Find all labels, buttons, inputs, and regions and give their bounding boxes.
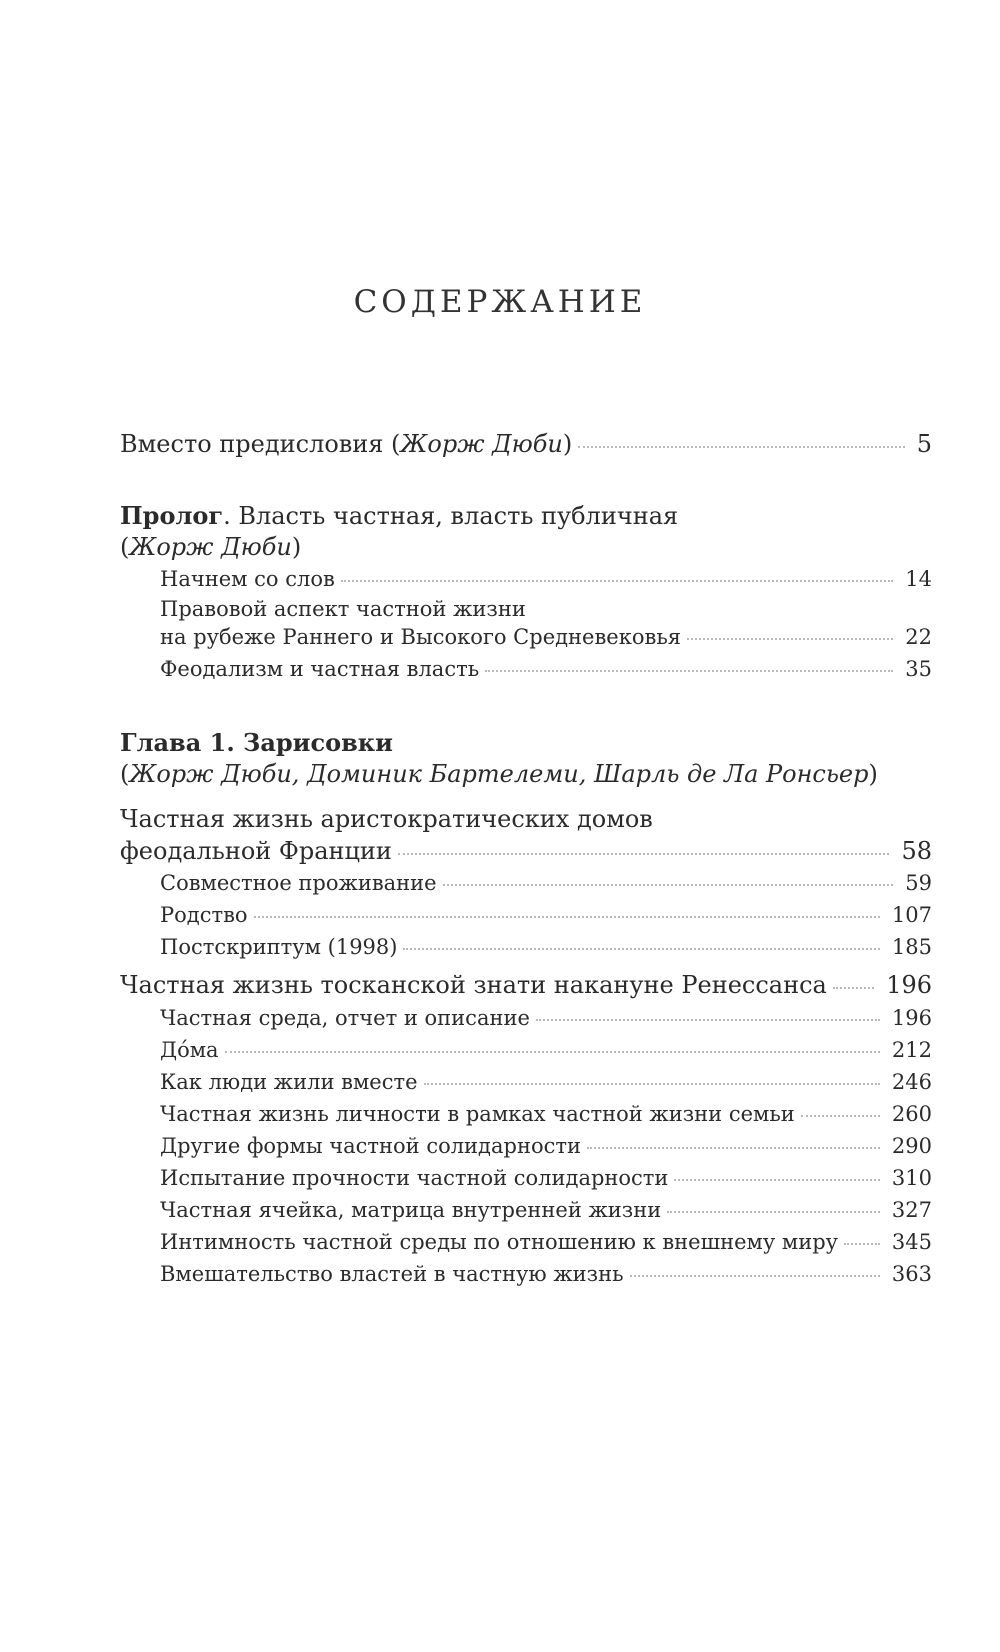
toc-entry[interactable]: [160, 871, 932, 895]
toc-entry-label: Вместо предисловия (Жорж Дюби): [120, 430, 573, 458]
toc-entry[interactable]: [160, 1134, 932, 1158]
toc-entry[interactable]: [160, 1006, 932, 1030]
toc-entry-line: Правовой аспект частной жизни: [160, 597, 526, 621]
toc-entry-label: Частная жизнь тосканской знати накануне Ренессанса: [120, 971, 827, 999]
toc-entry-label: Другие формы частной солидарности: [160, 1134, 581, 1158]
page-number: 5: [916, 430, 932, 458]
section-heading-line: Частная жизнь аристократических домов: [120, 805, 653, 833]
dot-leader: [424, 1083, 880, 1085]
prologue-heading: Пролог. Власть частная, власть публичная: [120, 501, 679, 530]
toc-entry-label: Вмешательство властей в частную жизнь: [160, 1262, 624, 1286]
page-number: 363: [891, 1262, 932, 1286]
toc-entry[interactable]: [160, 625, 932, 649]
toc-entry[interactable]: [160, 903, 932, 927]
toc-entry-label: Частная ячейка, матрица внутренней жизни: [160, 1198, 662, 1222]
page-number: 246: [891, 1070, 932, 1094]
toc-entry-label: Частная среда, отчет и описание: [160, 1006, 530, 1030]
page-number: 59: [905, 871, 932, 895]
prologue-author: (Жорж Дюби): [120, 533, 302, 561]
toc-entry-label: Постскриптум (1998): [160, 935, 398, 959]
toc-entry-label: на рубеже Раннего и Высокого Средневековья: [160, 625, 682, 649]
toc-entry-label: До́ма: [160, 1038, 219, 1062]
toc-entry[interactable]: [160, 1198, 932, 1222]
page-number: 327: [891, 1198, 932, 1222]
toc-entry[interactable]: [160, 1038, 932, 1062]
page-number: 107: [891, 903, 932, 927]
dot-leader: [587, 1147, 880, 1149]
dot-leader: [687, 638, 893, 640]
toc-entry[interactable]: [160, 1166, 932, 1190]
toc-entry[interactable]: [160, 1102, 932, 1126]
toc-entry[interactable]: [160, 1262, 932, 1286]
toc-entry[interactable]: [160, 567, 932, 591]
toc-entry[interactable]: [160, 935, 932, 959]
dot-leader: [801, 1115, 880, 1117]
page-number: 35: [905, 657, 932, 681]
toc-entry-label: Частная жизнь личности в рамках частной жизни семьи: [160, 1102, 795, 1126]
page-number: 22: [905, 625, 932, 649]
toc-entry[interactable]: [160, 657, 932, 681]
dot-leader: [536, 1019, 880, 1021]
toc-entry-label: Как люди жили вместе: [160, 1070, 418, 1094]
toc-entry-section[interactable]: [120, 971, 932, 999]
chapter-heading: Глава 1. Зарисовки: [120, 728, 393, 757]
dot-leader: [674, 1179, 879, 1181]
toc-entry-label: феодальной Франции: [120, 837, 392, 865]
toc-entry-label: Интимность частной среды по отношению к внешнему миру: [160, 1230, 839, 1254]
page-number: 196: [886, 971, 932, 999]
dot-leader: [341, 580, 893, 582]
toc-entry-foreword[interactable]: [120, 430, 932, 458]
dot-leader: [667, 1211, 880, 1213]
page-title: СОДЕРЖАНИЕ: [353, 284, 647, 320]
author-name: Жорж Дюби: [400, 430, 563, 458]
page-number: 14: [905, 567, 932, 591]
page-number: 196: [891, 1006, 932, 1030]
page-number: 260: [891, 1102, 932, 1126]
toc-entry-label: Испытание прочности частной солидарности: [160, 1166, 669, 1190]
page-number: 345: [891, 1230, 932, 1254]
toc-entry-label: Феодализм и частная власть: [160, 657, 480, 681]
dot-leader: [833, 987, 874, 989]
page-number: 310: [891, 1166, 932, 1190]
page-number: 185: [891, 935, 932, 959]
page-number: 290: [891, 1134, 932, 1158]
dot-leader: [443, 884, 894, 886]
chapter-authors: (Жорж Дюби, Доминик Бартелеми, Шарль де Ла Ронсьер): [120, 760, 878, 788]
toc-entry[interactable]: [160, 1230, 932, 1254]
toc-entry-label: Совместное проживание: [160, 871, 437, 895]
dot-leader: [485, 670, 893, 672]
dot-leader: [403, 948, 879, 950]
page-number: 58: [901, 837, 932, 865]
page-number: 212: [891, 1038, 932, 1062]
toc-entry-label: Начнем со слов: [160, 567, 335, 591]
dot-leader: [844, 1243, 880, 1245]
toc-entry-label: Родство: [160, 903, 248, 927]
dot-leader: [254, 916, 880, 918]
toc-entry[interactable]: [160, 1070, 932, 1094]
dot-leader: [630, 1275, 880, 1277]
dot-leader: [398, 853, 890, 855]
toc-entry-section[interactable]: [120, 837, 932, 865]
dot-leader: [578, 446, 904, 448]
dot-leader: [225, 1051, 880, 1053]
